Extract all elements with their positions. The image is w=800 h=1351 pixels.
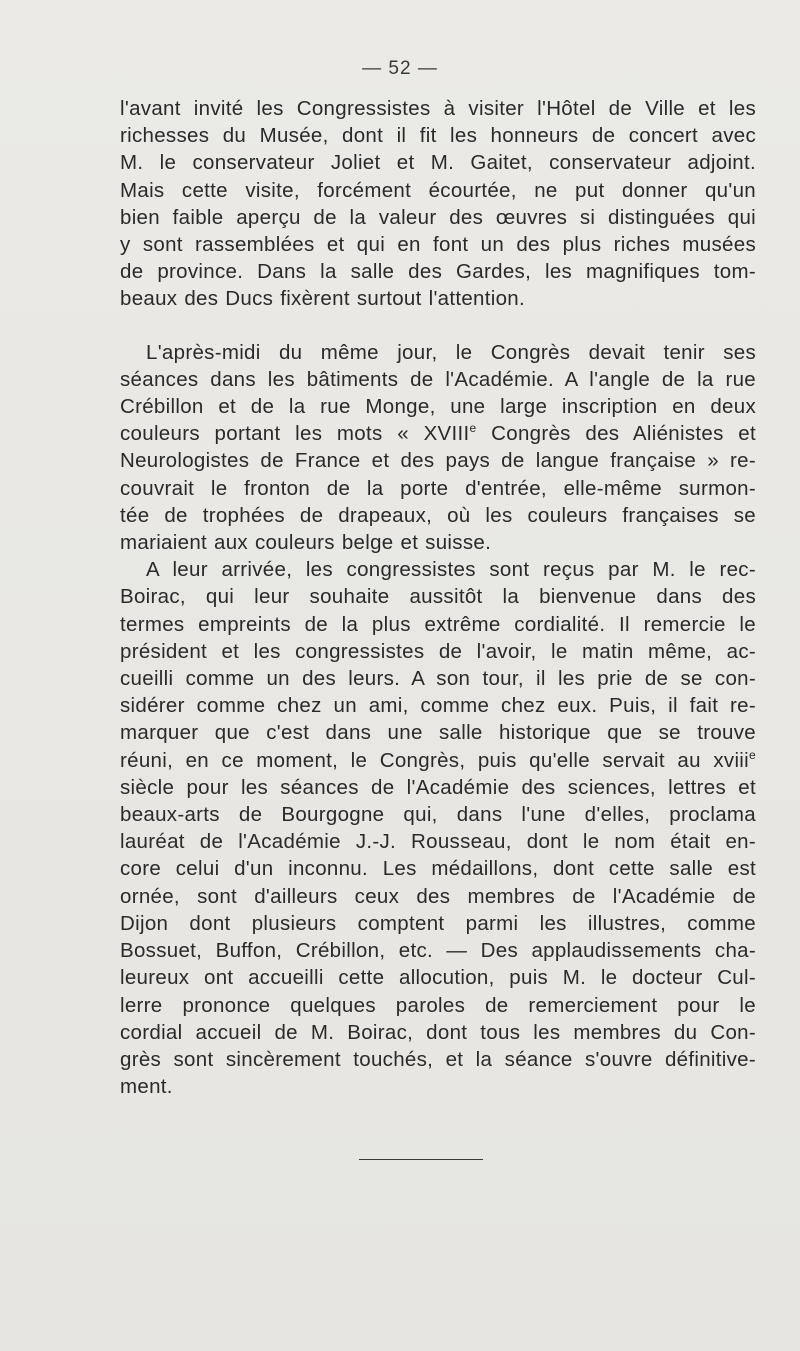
paragraph-1	[120, 95, 756, 313]
text-line: grès sont sincèrement touchés, et la séance s'ouvre définitive-	[120, 1047, 756, 1071]
text-line: couvrait le fronton de la porte d'entrée, elle-même surmon-	[120, 476, 756, 500]
text-line: beaux des Ducs fixèrent surtout l'attention.	[120, 287, 525, 311]
text-line: Crébillon et de la rue Monge, une large inscription en deux	[120, 395, 756, 419]
text-line-with-superscript	[120, 747, 756, 774]
text-line: bien faible aperçu de la valeur des œuvres si distinguées qui	[120, 205, 756, 229]
text-line: Dijon dont plusieurs comptent parmi les illustres, comme	[120, 911, 756, 935]
text-line: leureux ont accueilli cette allocution, puis M. le docteur Cul-	[120, 966, 756, 990]
text-segment: réuni, en ce moment, le Congrès, puis qu'elle servait au xviii	[120, 748, 750, 772]
text-line: beaux-arts de Bourgogne qui, dans l'une d'elles, proclama	[120, 803, 756, 827]
paragraph-3	[120, 556, 756, 1100]
text-line: M. le conservateur Joliet et M. Gaitet, conservateur adjoint.	[120, 151, 756, 175]
text-line: core celui d'un inconnu. Les médaillons, dont cette salle est	[120, 857, 756, 881]
text-line: séances dans les bâtiments de l'Académie. A l'angle de la rue	[120, 367, 756, 391]
text-line: Bossuet, Buffon, Crébillon, etc. — Des applaudissements cha-	[120, 939, 756, 963]
text-line: Neurologistes de France et des pays de langue française » re-	[120, 449, 756, 473]
text-line: marquer que c'est dans une salle historique que se trouve	[120, 721, 756, 745]
superscript: e	[749, 747, 756, 762]
section-divider	[359, 1159, 483, 1160]
text-line-with-superscript	[120, 420, 756, 447]
text-line: président et les congressistes de l'avoir, le matin même, ac-	[120, 639, 756, 663]
text-line: mariaient aux couleurs belge et suisse.	[120, 531, 492, 555]
text-line: sidérer comme chez un ami, comme chez eux. Puis, il fait re-	[120, 694, 756, 718]
text-line: ment.	[120, 1075, 173, 1099]
text-segment: Congrès des Aliénistes et	[476, 422, 756, 446]
text-line: Boirac, qui leur souhaite aussitôt la bienvenue dans des	[120, 585, 756, 609]
text-line: L'après-midi du même jour, le Congrès devait tenir ses	[146, 340, 756, 364]
page-number: — 52 —	[362, 58, 438, 79]
text-line: A leur arrivée, les congressistes sont reçus par M. le rec-	[146, 558, 756, 582]
text-line: cueilli comme un des leurs. A son tour, il les prie de se con-	[120, 667, 756, 691]
text-line: l'avant invité les Congressistes à visiter l'Hôtel de Ville et les	[120, 97, 756, 120]
text-line: de province. Dans la salle des Gardes, les magnifiques tom-	[120, 260, 756, 284]
text-line: richesses du Musée, dont il fit les honneurs de concert avec	[120, 124, 756, 148]
text-line: siècle pour les séances de l'Académie des sciences, lettres et	[120, 775, 756, 799]
text-segment: couleurs portant les mots « XVIII	[120, 422, 470, 446]
text-line: Mais cette visite, forcément écourtée, ne put donner qu'un	[120, 178, 756, 202]
text-line: lerre prononce quelques paroles de remerciement pour le	[120, 993, 756, 1017]
paragraph-2	[120, 339, 756, 557]
text-line: lauréat de l'Académie J.-J. Rousseau, dont le nom était en-	[120, 830, 756, 854]
text-line: ornée, sont d'ailleurs ceux des membres de l'Académie de	[120, 884, 756, 908]
text-line: tée de trophées de drapeaux, où les couleurs françaises se	[120, 503, 756, 527]
text-line: y sont rassemblées et qui en font un des plus riches musées	[120, 233, 756, 257]
body-text	[120, 95, 756, 1100]
superscript: e	[469, 421, 477, 436]
text-line: cordial accueil de M. Boirac, dont tous les membres du Con-	[120, 1020, 756, 1044]
text-line: termes empreints de la plus extrême cordialité. Il remercie le	[120, 612, 756, 636]
